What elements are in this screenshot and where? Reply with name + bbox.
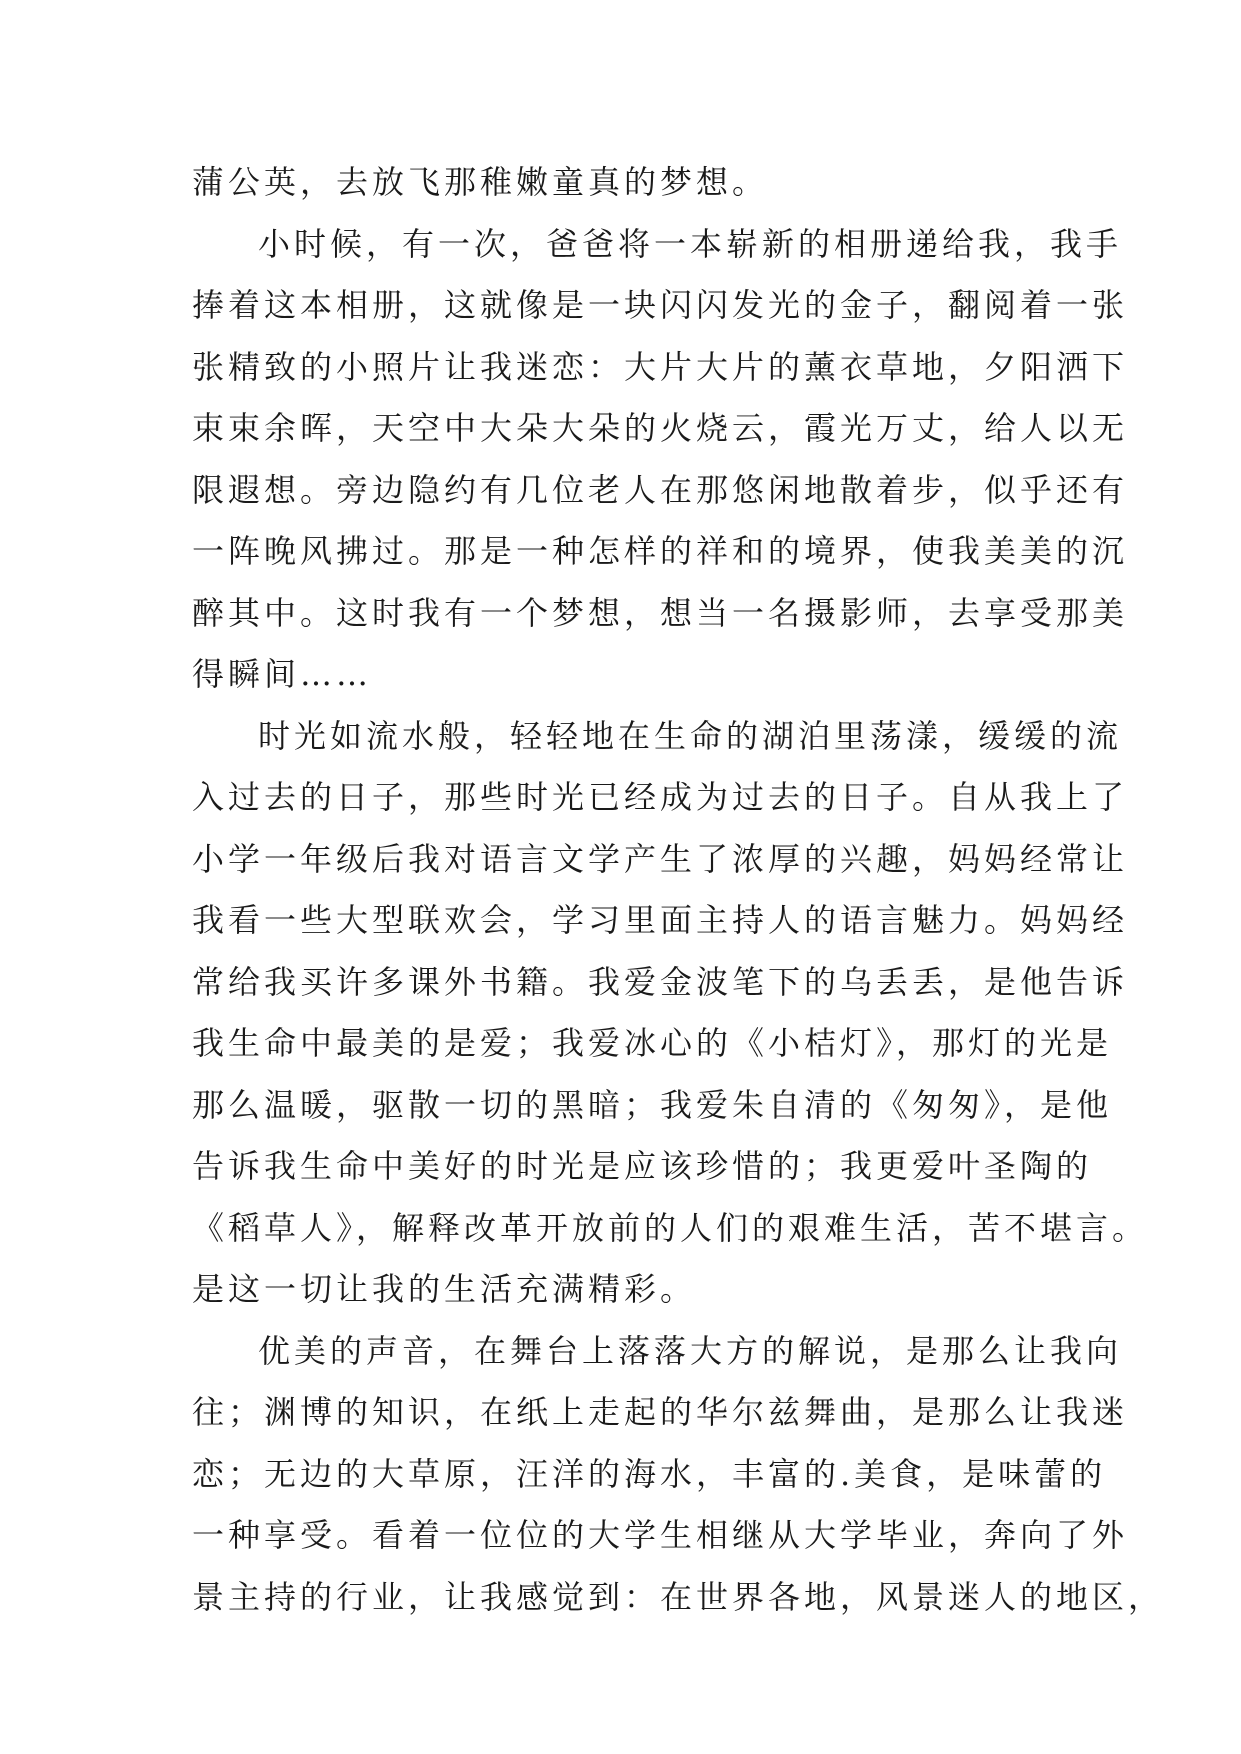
text-line: 恋；无边的大草原，汪洋的海水，丰富的.美食，是味蕾的 — [192, 1454, 1107, 1493]
paragraph-4 — [192, 1321, 1165, 1629]
paragraph-2 — [192, 214, 1129, 706]
text-line: 张精致的小照片让我迷恋：大片大片的薰衣草地，夕阳洒下 — [192, 347, 1129, 386]
text-line: 优美的声音，在舞台上落落大方的解说，是那么让我向 — [258, 1331, 1123, 1370]
text-line: 我生命中最美的是爱；我爱冰心的《小桔灯》，那灯的光是 — [192, 1024, 1113, 1062]
text-line: 我看一些大型联欢会，学习里面主持人的语言魅力。妈妈经 — [192, 901, 1129, 939]
text-line: 一种享受。看着一位位的大学生相继从大学毕业，奔向了外 — [192, 1516, 1129, 1554]
text-line: 告诉我生命中美好的时光是应该珍惜的；我更爱叶圣陶的 — [192, 1147, 1093, 1185]
paragraph-1 — [192, 152, 1072, 214]
text-line: 小时候，有一次，爸爸将一本崭新的相册递给我，我手 — [258, 224, 1123, 263]
text-line: 限遐想。旁边隐约有几位老人在那悠闲地散着步，似乎还有 — [192, 470, 1129, 509]
text-line: 束束余晖，天空中大朵大朵的火烧云，霞光万丈，给人以无 — [192, 409, 1129, 447]
text-line: 时光如流水般，轻轻地在生命的湖泊里荡漾，缓缓的流 — [258, 716, 1123, 755]
text-line: 小学一年级后我对语言文学产生了浓厚的兴趣，妈妈经常让 — [192, 839, 1129, 878]
text-line: 醉其中。这时我有一个梦想，想当一名摄影师，去享受那美 — [192, 593, 1129, 632]
text-line: 捧着这本相册，这就像是一块闪闪发光的金子，翻阅着一张 — [192, 286, 1129, 324]
document-body — [192, 152, 1165, 1628]
text-line: 得瞬间…… — [192, 655, 373, 693]
text-line: 《稻草人》，解释改革开放前的人们的艰难生活，苦不堪言。 — [192, 1208, 1149, 1247]
text-line: 常给我买许多课外书籍。我爱金波笔下的乌丢丢，是他告诉 — [192, 962, 1129, 1001]
text-line: 一阵晚风拂过。那是一种怎样的祥和的境界，使我美美的沉 — [192, 532, 1129, 570]
text-line: 那么温暖，驱散一切的黑暗；我爱朱自清的《匆匆》，是他 — [192, 1085, 1113, 1124]
paragraph-3 — [192, 706, 1149, 1321]
text-line: 蒲公英，去放飞那稚嫩童真的梦想。 — [192, 163, 769, 201]
text-line: 景主持的行业，让我感觉到：在世界各地，风景迷人的地区， — [192, 1577, 1165, 1616]
text-line: 是这一切让我的生活充满精彩。 — [192, 1270, 697, 1308]
text-line: 往；渊博的知识，在纸上走起的华尔兹舞曲，是那么让我迷 — [192, 1393, 1129, 1431]
text-line: 入过去的日子，那些时光已经成为过去的日子。自从我上了 — [192, 778, 1129, 816]
